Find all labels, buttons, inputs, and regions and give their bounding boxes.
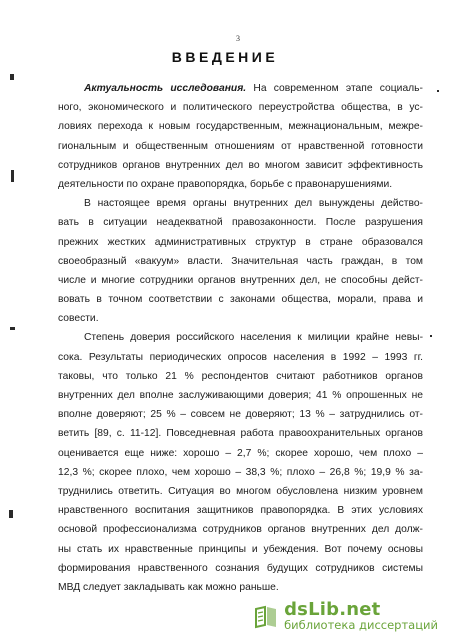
- text-line: таковы, что только 21 % респондентов считают работников органов: [58, 370, 423, 382]
- text-line: вполне доверяют; 25 % – совсем не доверяют; 13 % – затруднились от-: [58, 409, 423, 421]
- text-line: ного, экономического и политического переустройства общества, в ус-: [58, 102, 423, 114]
- text-line: внутренних дел вполне заслуживающими доверия; 41 % опрошенных не: [58, 390, 423, 401]
- watermark-name: dsLib.net: [284, 598, 381, 620]
- text-line: ны стать их нравственные принципы и убеждения. Вот почему основы: [58, 543, 423, 555]
- page-number: 3: [236, 34, 240, 43]
- scan-mark: [437, 90, 439, 92]
- text-line: 12,3 %; скорее плохо, чем хорошо – 38,3 %; плохо – 26,8 %; 19,9 % за-: [58, 466, 423, 478]
- text-line: труднились ответить. Ситуация во многом обусловлена низким уровнем: [58, 485, 423, 497]
- scan-mark: [430, 335, 432, 337]
- line-text: На современном этапе социаль-: [253, 83, 423, 94]
- text-line: деятельности по охране правопорядка, борьбе с правонарушениями.: [58, 178, 393, 190]
- text-line: [58, 79, 423, 98]
- text-line: вать в ситуации неадекватной правозаконности. После разрушения: [58, 217, 423, 229]
- text-line: сока. Результаты периодических опросов населения в 1992 – 1993 гг.: [58, 351, 423, 363]
- text-line: оценивается еще ниже: хорошо – 2,7 %; скорее хорошо, чем плохо –: [58, 447, 423, 459]
- watermark-text: [284, 598, 438, 632]
- text-line: основой профессионализма сотрудников органов внутренних дел долж-: [58, 524, 423, 536]
- text-line: гиональным и общественным отношениям от нравственной готовности: [58, 140, 423, 152]
- text-line: сотрудников органов внутренних дел во многом зависит эффективность: [58, 159, 423, 171]
- text-line: формирования нравственного сознания будущих сотрудников системы: [58, 562, 423, 574]
- text-line: ветить [89, с. 11-12]. Повседневная работа правоохранительных органов: [58, 428, 423, 440]
- text-line: В настоящее время органы внутренних дел вынуждены действо-: [84, 198, 423, 210]
- book-logo-icon: [253, 603, 279, 629]
- scan-mark: [9, 510, 13, 518]
- watermark-subtitle: библиотека диссертаций: [284, 617, 438, 632]
- lead-phrase: Актуальность исследования.: [84, 83, 247, 94]
- text-line: нравственного воспитания защитников правопорядка. В этих условиях: [58, 505, 423, 517]
- text-line: совести.: [58, 313, 99, 325]
- text-line: своеобразный «вакуум» власти. Значительная часть граждан, в том: [58, 255, 423, 267]
- text-line: прежних жестких административных структур в стране образовался: [58, 236, 423, 248]
- text-line: ловиях перехода к новым государственным, межнациональным, межре-: [58, 121, 423, 133]
- page-title: ВВЕДЕНИЕ: [171, 49, 279, 65]
- text-line: Степень доверия российского населения к милиции крайне невы-: [84, 332, 423, 344]
- text-line: числе и многие сотрудники органов внутренних дел, не способны дейст-: [58, 274, 423, 286]
- scan-mark: [10, 74, 14, 80]
- text-line: вовать в точном соответствии с законами общества, морали, права и: [58, 294, 423, 306]
- body-text: [58, 79, 423, 597]
- scan-mark: [10, 327, 15, 330]
- scan-mark: [11, 170, 14, 182]
- dslib-watermark[interactable]: [253, 598, 438, 632]
- text-line: МВД следует закладывать как можно раньше.: [58, 581, 279, 593]
